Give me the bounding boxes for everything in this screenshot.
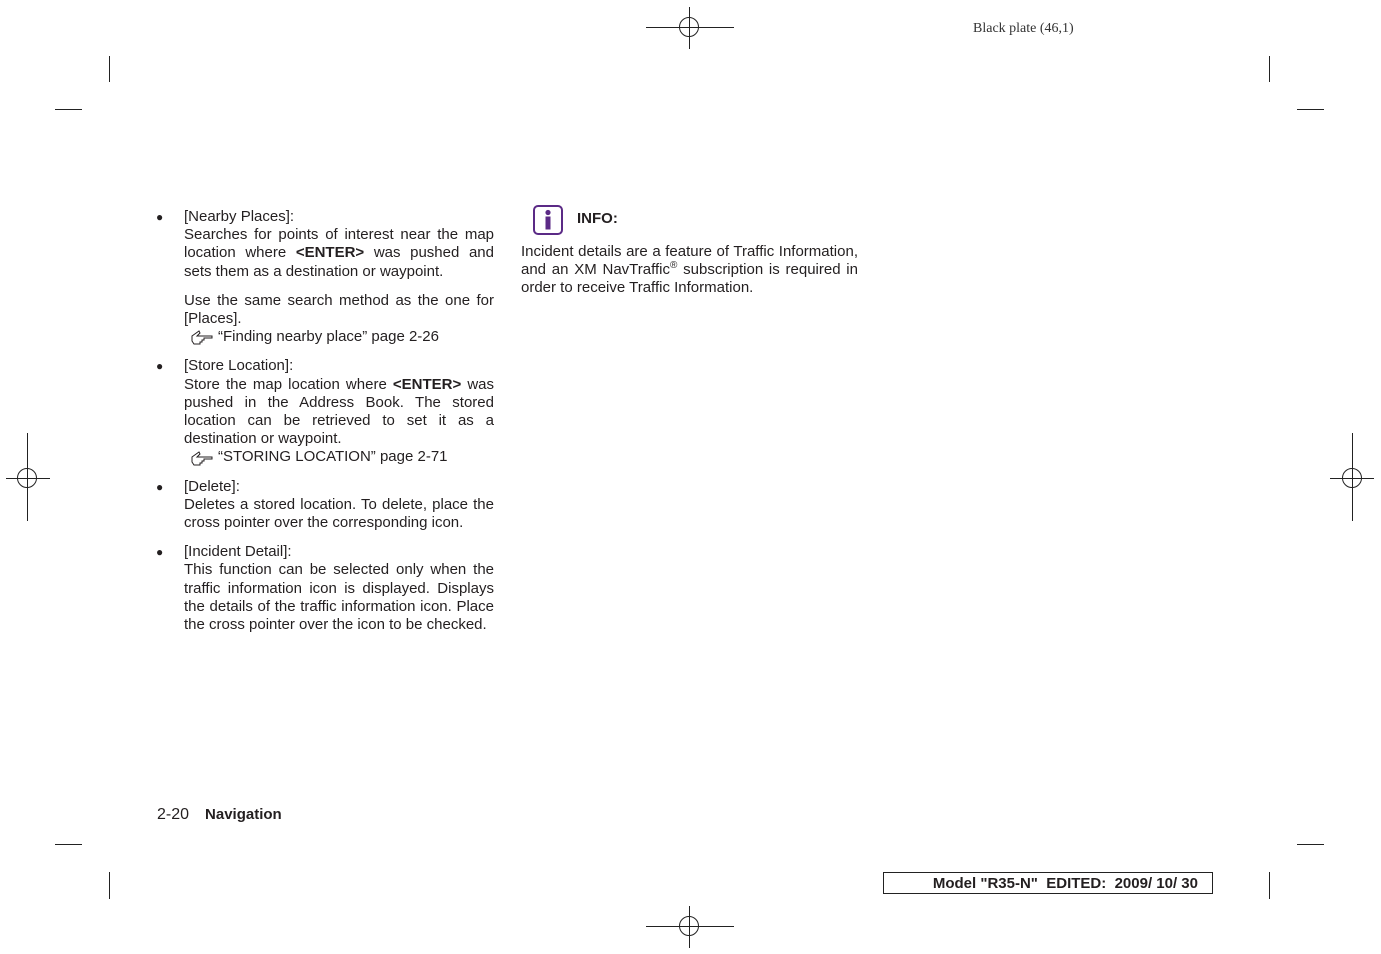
item-label: [Nearby Places]: bbox=[184, 208, 295, 225]
bullet: ● bbox=[156, 479, 164, 494]
item-label: [Delete]: bbox=[184, 477, 240, 495]
registration-mark-top bbox=[679, 17, 699, 37]
model-value: "R35-N" bbox=[980, 874, 1038, 892]
left-column bbox=[156, 208, 494, 645]
list-item-store-location bbox=[156, 357, 494, 466]
item-text: Deletes a stored location. To delete, place the cross pointer over the corresponding icon. bbox=[184, 495, 494, 532]
info-header bbox=[521, 203, 858, 236]
registration-mark-right bbox=[1342, 468, 1362, 488]
registration-mark-left bbox=[17, 468, 37, 488]
info-section bbox=[521, 203, 858, 298]
bullet: ● bbox=[156, 545, 164, 560]
registered-mark: ® bbox=[670, 260, 678, 272]
page-footer bbox=[157, 806, 282, 824]
section-name: Navigation bbox=[205, 806, 282, 823]
page-number: 2-20 bbox=[157, 806, 190, 823]
item-text: Searches for points of interest near the map location where <ENTER> was pushed and sets them as a destination or waypoint. bbox=[184, 226, 494, 280]
list-item-incident-detail bbox=[156, 543, 494, 634]
info-text: Incident details are a feature of Traffic Information, and an XM NavTraffic® subscription is required in order to receive Traffic Information. bbox=[521, 243, 858, 297]
edited-date: 2009/ 10/ 30 bbox=[1114, 874, 1198, 892]
pointing-hand-icon bbox=[190, 329, 216, 345]
item-label: [Incident Detail]: bbox=[184, 543, 292, 561]
bullet: ● bbox=[156, 359, 164, 374]
list-item-nearby-places bbox=[156, 208, 494, 346]
pointing-hand-icon bbox=[190, 450, 216, 466]
cross-reference[interactable] bbox=[184, 448, 494, 466]
item-text: This function can be selected only when the traffic information icon is displayed. Displays the details of the traffic information icon. Place the cross pointer over the icon to be checked. bbox=[184, 561, 494, 634]
model-edit-stamp: Model "R35-N" EDITED: 2009/ 10/ 30 bbox=[883, 872, 1213, 894]
plate-label: Black plate (46,1) bbox=[973, 21, 1074, 36]
bullet: ● bbox=[156, 210, 164, 224]
info-title: INFO: bbox=[577, 210, 618, 228]
item-label: [Store Location]: bbox=[184, 357, 294, 375]
item-extra-paragraph: Use the same search method as the one for [Places]. bbox=[184, 291, 494, 328]
info-icon bbox=[533, 205, 563, 235]
list-item-delete bbox=[156, 478, 494, 533]
reference-text: “STORING LOCATION” page 2-71 bbox=[218, 448, 448, 466]
cross-reference[interactable] bbox=[184, 328, 494, 346]
reference-text: “Finding nearby place” page 2-26 bbox=[218, 328, 439, 346]
item-text: Store the map location where <ENTER> was pushed in the Address Book. The stored location can be retrieved to set it as a destination or waypoint. bbox=[184, 375, 494, 448]
registration-mark-bottom bbox=[679, 916, 699, 936]
